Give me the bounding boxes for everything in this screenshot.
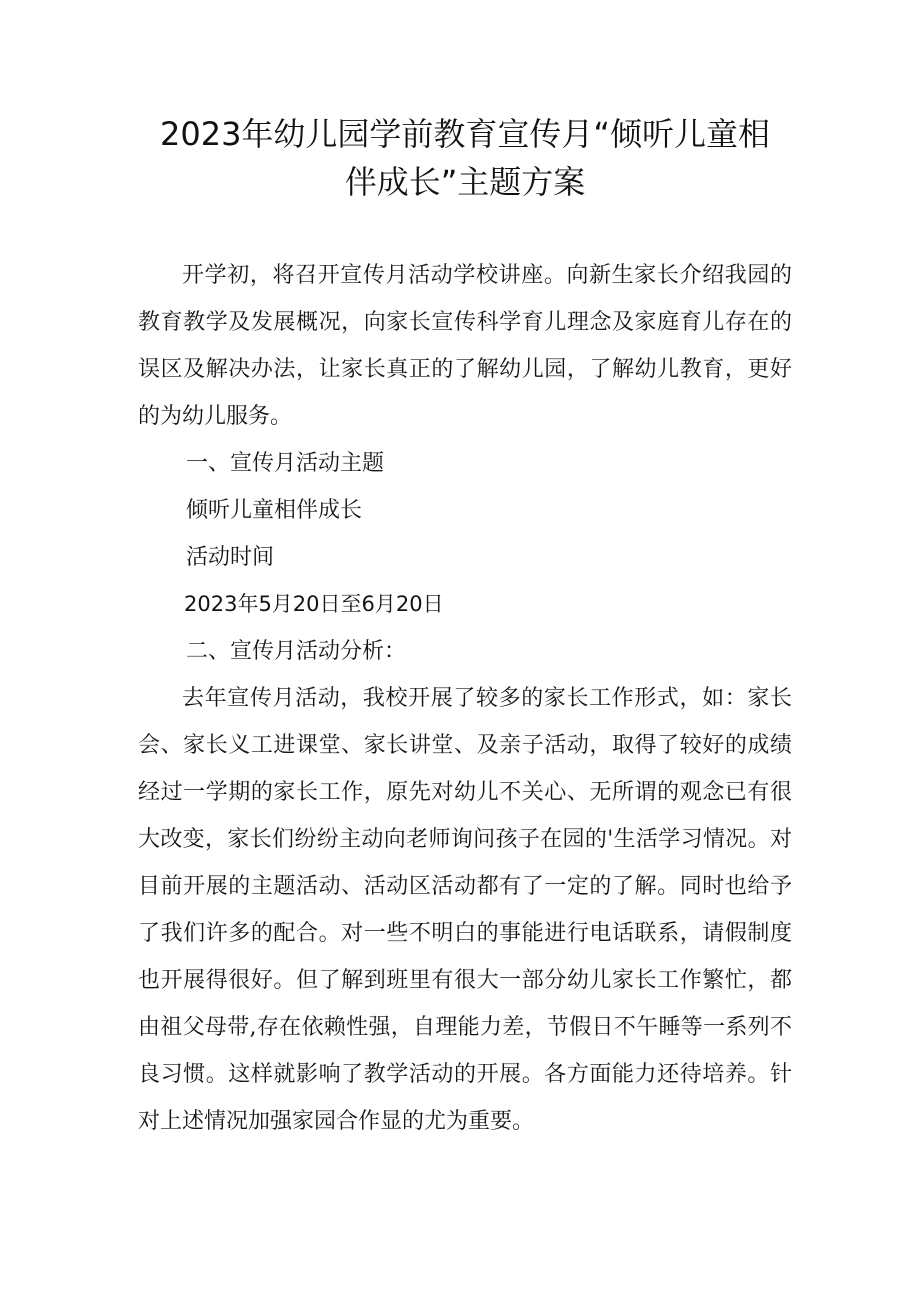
time-label: 活动时间 bbox=[186, 545, 275, 570]
section-2-heading: 二、宣传月活动分析： bbox=[186, 639, 407, 664]
section-1-heading: 一、宣传月活动主题 bbox=[186, 451, 385, 476]
intro-paragraph: 开学初，将召开宣传月活动学校讲座。向新生家长介绍我园的教育教学及发展概况，向家长宣传科学育儿理念及家庭育儿存在的误区及解决办法，让家长真正的了解幼儿园，了解幼儿教育，更好的为幼儿服务。 bbox=[138, 263, 792, 429]
date-range: 2023年5月20日至6月20日 bbox=[184, 592, 444, 616]
title-line-2: 伴成长”主题方案 bbox=[344, 163, 586, 201]
document-title bbox=[120, 110, 810, 206]
analysis-paragraph: 去年宣传月活动，我校开展了较多的家长工作形式，如：家长会、家长义工进课堂、家长讲堂、及亲子活动，取得了较好的成绩经过一学期的家长工作，原先对幼儿不关心、无所谓的观念已有很大改变，家长们纷纷主动向老师询问孩子在园的'生活学习情况。对目前开展的主题活动、活动区活动都有了一定的了解。同时也给予了我们许多的配合。对一些不明白的事能进行电话联系，请假制度也开展得很好。但了解到班里有很大一部分幼儿家长工作繁忙，都由祖父母带,存在依赖性强，自理能力差，节假日不午睡等一系列不良习惯。这样就影响了教学活动的开展。各方面能力还待培养。针对上述情况加强家园合作显的尤为重要。 bbox=[138, 686, 792, 1134]
document-body bbox=[138, 252, 792, 1145]
title-line-1: 2023年幼儿园学前教育宣传月“倾听儿童相 bbox=[159, 115, 771, 153]
theme-text: 倾听儿童相伴成长 bbox=[186, 498, 363, 523]
